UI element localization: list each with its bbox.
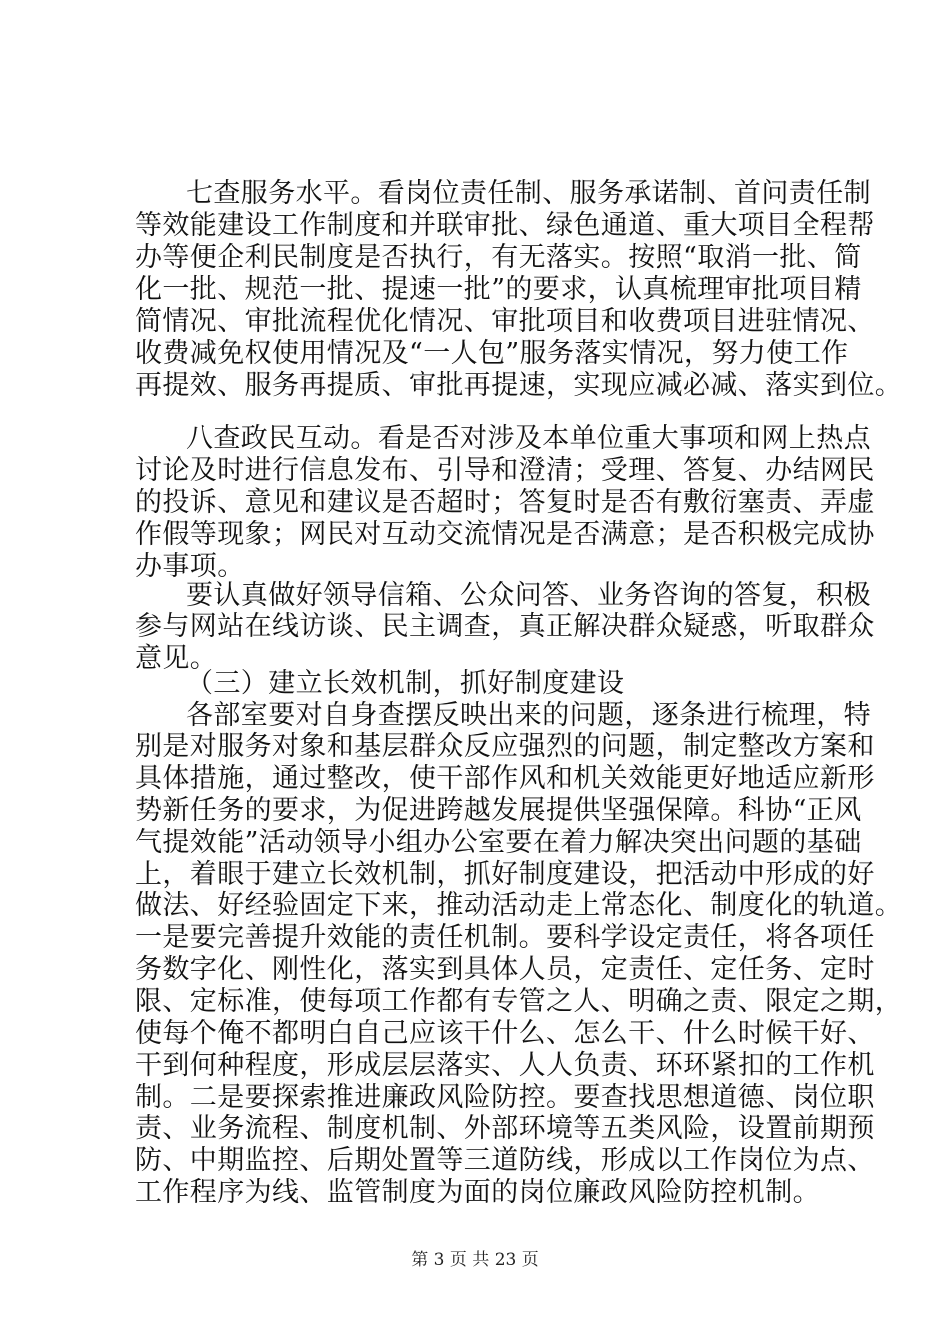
text-line: 做法、好经验固定下来，推动活动走上常态化、制度化的轨道。 [135,890,903,921]
text-line: 别是对服务对象和基层群众反应强烈的问题，制定整改方案和 [135,731,875,762]
text-line: 讨论及时进行信息发布、引导和澄清；受理、答复、办结网民 [135,455,875,486]
text-line: 气提效能”活动领导小组办公室要在着力解决突出问题的基础 [135,827,862,858]
text-line: 工作程序为线、监管制度为面的岗位廉政风险防控机制。 [135,1177,820,1208]
text-line: 简情况、审批流程优化情况、审批项目和收费项目进驻情况、 [135,306,875,337]
text-line: （三）建立长效机制，抓好制度建设 [186,668,625,699]
text-line: 使每个俺不都明白自己应该干什么、怎么干、什么时候干好、 [135,1018,875,1049]
page-footer: 第 3 页 共 23 页 [411,1250,539,1270]
text-line: 防、中期监控、后期处置等三道防线，形成以工作岗位为点、 [135,1145,875,1176]
text-line: 要认真做好领导信箱、公众问答、业务咨询的答复，积极 [186,580,871,611]
text-line: 具体措施，通过整改，使干部作风和机关效能更好地适应新形 [135,763,875,794]
text-line: 等效能建设工作制度和并联审批、绿色通道、重大项目全程帮 [135,210,875,241]
text-line: 参与网站在线访谈、民主调查，真正解决群众疑惑，听取群众 [135,611,875,642]
text-line: 再提效、服务再提质、审批再提速，实现应减必减、落实到位。 [135,370,903,401]
text-line: 八查政民互动。看是否对涉及本单位重大事项和网上热点 [186,423,871,454]
text-line: 干到何种程度，形成层层落实、人人负责、环环紧扣的工作机 [135,1050,875,1081]
text-line: 限、定标准，使每项工作都有专管之人、明确之责、限定之期， [135,986,903,1017]
text-line: 办事项。 [135,551,245,582]
text-line: 收费减免权使用情况及“一人包”服务落实情况，努力使工作 [135,338,849,369]
text-line: 的投诉、意见和建议是否超时；答复时是否有敷衍塞责、弄虚 [135,487,875,518]
text-line: 七查服务水平。看岗位责任制、服务承诺制、首问责任制 [186,178,871,209]
text-line: 势新任务的要求，为促进跨越发展提供坚强保障。科协“正风 [135,795,862,826]
text-line: 化一批、规范一批、提速一批”的要求，认真梳理审批项目精 [135,274,862,305]
text-line: 意见。 [135,643,218,674]
text-line: 办等便企利民制度是否执行，有无落实。按照“取消一批、简 [135,242,862,273]
text-line: 作假等现象；网民对互动交流情况是否满意；是否积极完成协 [135,519,875,550]
text-line: 一是要完善提升效能的责任机制。要科学设定责任，将各项任 [135,922,875,953]
text-line: 制。二是要探索推进廉政风险防控。要查找思想道德、岗位职 [135,1082,875,1113]
text-line: 务数字化、刚性化，落实到具体人员，定责任、定任务、定时 [135,954,875,985]
text-line: 上，着眼于建立长效机制，抓好制度建设，把活动中形成的好 [135,859,875,890]
text-line: 各部室要对自身查摆反映出来的问题，逐条进行梳理，特 [186,700,871,731]
text-line: 责、业务流程、制度机制、外部环境等五类风险，设置前期预 [135,1113,875,1144]
